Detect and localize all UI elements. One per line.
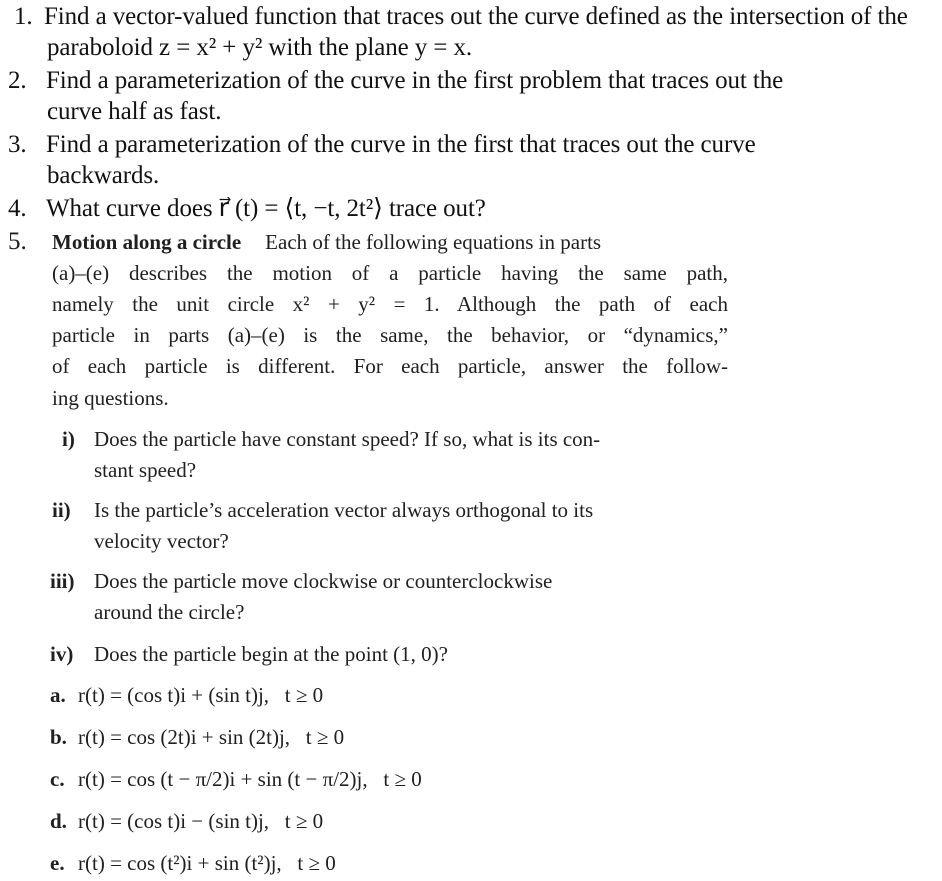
equation-b-label: b. xyxy=(50,725,67,749)
equation-a xyxy=(50,681,323,709)
equation-c-text: r(t) = cos (t − π/2)i + sin (t − π/2)j, t ≥ 0 xyxy=(78,767,422,791)
equation-d xyxy=(50,807,323,835)
equation-d-text: r(t) = (cos t)i − (sin t)j, t ≥ 0 xyxy=(78,809,324,833)
question-i-line2: stant speed? xyxy=(94,458,197,482)
equation-e xyxy=(50,849,336,877)
problem-3-number: 3. xyxy=(8,131,27,158)
question-iv-label: iv) xyxy=(50,642,74,666)
question-iii-line1: Does the particle move clockwise or counterclockwise xyxy=(94,569,553,593)
problem-2-line2: curve half as fast. xyxy=(47,98,222,125)
problem-5-first-line xyxy=(8,228,601,256)
problem-1-line2: paraboloid z = x² + y² with the plane y = x. xyxy=(47,34,473,61)
problem-5-intro-line-2: (a)–(e) describes the motion of a particle having the same path, xyxy=(52,261,728,285)
question-ii-label: ii) xyxy=(52,498,71,522)
question-i-label: i) xyxy=(62,427,75,451)
question-ii-line2: velocity vector? xyxy=(94,529,229,553)
problem-3 xyxy=(8,130,756,160)
problem-5-intro-line-3: namely the unit circle x² + y² = 1. Although the path of each xyxy=(52,292,728,316)
problem-5-intro-line-6: ing questions. xyxy=(52,386,169,410)
equation-a-text: r(t) = (cos t)i + (sin t)j, t ≥ 0 xyxy=(78,683,324,707)
problem-1-line1: Find a vector-valued function that traces out the curve defined as the intersection of the xyxy=(44,3,908,30)
problem-5-intro-line-4: particle in parts (a)–(e) is the same, the behavior, or “dynamics,” xyxy=(52,323,728,347)
problem-2-line1: Find a parameterization of the curve in the first problem that traces out the xyxy=(46,67,784,94)
equation-e-label: e. xyxy=(50,851,65,875)
problem-2 xyxy=(8,66,783,96)
problem-2-number: 2. xyxy=(8,67,27,94)
problem-5-number: 5. xyxy=(8,228,27,255)
question-iii-label: iii) xyxy=(50,569,75,593)
problem-3-line2: backwards. xyxy=(47,162,160,189)
problem-5-heading: Motion along a circle xyxy=(52,230,242,254)
equation-b xyxy=(50,723,344,751)
problem-1-number: 1. xyxy=(14,3,33,30)
equation-c xyxy=(50,765,422,793)
equation-e-text: r(t) = cos (t²)i + sin (t²)j, t ≥ 0 xyxy=(78,851,336,875)
question-iv-line1: Does the particle begin at the point (1, 0)? xyxy=(94,642,448,666)
question-ii xyxy=(52,496,593,524)
question-ii-line1: Is the particle’s acceleration vector always orthogonal to its xyxy=(94,498,594,522)
problem-3-line1: Find a parameterization of the curve in the first that traces out the curve xyxy=(46,131,756,158)
question-i-line1: Does the particle have constant speed? If so, what is its con- xyxy=(94,427,601,451)
problem-4 xyxy=(8,194,486,224)
question-iv xyxy=(50,640,448,668)
problem-5-intro-line-1: Each of the following equations in parts xyxy=(265,230,602,254)
question-iii xyxy=(50,567,552,595)
equation-a-label: a. xyxy=(50,683,66,707)
problem-1 xyxy=(14,2,908,32)
question-iii-line2: around the circle? xyxy=(94,600,245,624)
problem-5-intro-line-5: of each particle is different. For each particle, answer the follow- xyxy=(52,354,728,378)
question-i xyxy=(62,425,600,453)
equation-d-label: d. xyxy=(50,809,67,833)
problem-4-line1: What curve does r⃗ (t) = ⟨t, −t, 2t²⟩ trace out? xyxy=(46,195,486,222)
equation-b-text: r(t) = cos (2t)i + sin (2t)j, t ≥ 0 xyxy=(78,725,345,749)
problem-4-number: 4. xyxy=(8,195,27,222)
equation-c-label: c. xyxy=(50,767,65,791)
